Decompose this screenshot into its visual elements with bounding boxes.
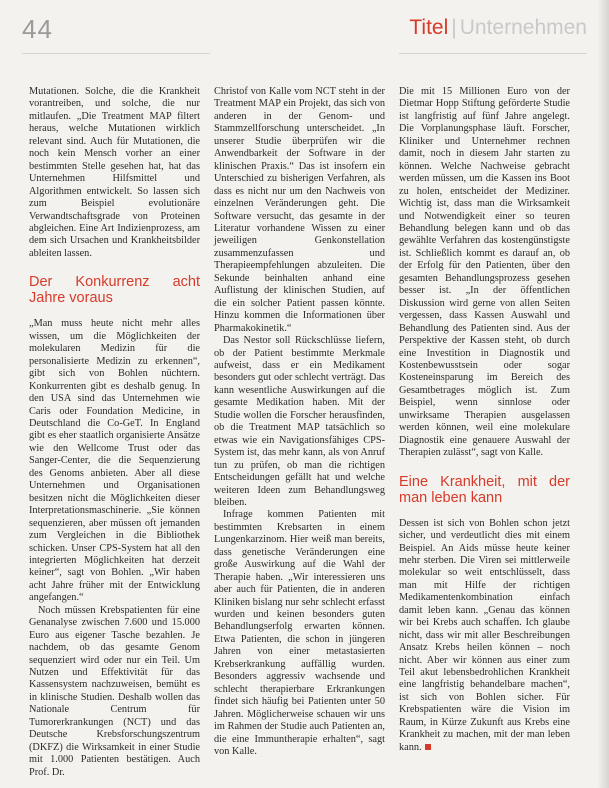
section-title: Titel bbox=[409, 16, 449, 39]
body-paragraph: Mutationen. Solche, die die Krankheit vorantreiben, und solche, die nur mitlaufen. „Die Treatment MAP filtert heraus, welche Mutationen wirklich relevant sind. Auch für Mutationen, die noch kein Mensch vorher an einer bestimmten Stelle gesehen hat, hat das Unternehmen Hilfsmittel und Algorithmen entwickelt. So lassen sich zum Beispiel evolutionäre Verwandtschaftsgrade von Proteinen abgleichen. Eine Art Indizienprozess, am dem sich Ursachen und Krankheitsbilder ableiten lassen. bbox=[29, 86, 200, 259]
article-column-2 bbox=[214, 86, 385, 758]
page-number: 44 bbox=[22, 14, 53, 44]
subheading-competition: Der Konkurrenz acht Jahre voraus bbox=[29, 274, 200, 307]
section-subtitle: Unternehmen bbox=[459, 16, 587, 39]
body-paragraph: Das Nestor soll Rückschlüsse liefern, ob der Patient bestimmte Merkmale aufweist, dass er ein Medikament besonders gut oder schlecht verträgt. Das kann wesentliche Auswirkungen auf die gesamte Medikation haben. Mit der Studie wollen die Forscher herausfinden, ob die Treatment MAP tatsächlich so etwas wie ein Navigationsfähiges CPS-System ist, das mehr kann, als von Anruf tun zu prüfen, ob man die richtigen Entscheidungen gefällt hat und welche weiteren Ideen zum Behandlungsweg bleiben. bbox=[214, 335, 385, 508]
body-paragraph: Noch müssen Krebspatienten für eine Genanalyse zwischen 7.600 und 15.000 Euro aus eigener Tasche bezahlen. Je nachdem, ob das gesamte Genom sequenziert wird oder nur ein Teil. Um Nutzen und Effektivität für das Kassensystem nachzuweisen, bemüht es in klinische Studien. Deshalb wollen das Nationale Centrum für Tumorerkrankungen (NCT) und das Deutsche Krebsforschungszentrum (DKFZ) die Wirksamkeit in einer Studie mit 1.000 Patienten bestätigen. Auch Prof. Dr. bbox=[29, 604, 200, 778]
section-separator: | bbox=[451, 16, 457, 39]
body-paragraph: Christof von Kalle vom NCT steht in der Treatment MAP ein Projekt, das sich von anderen in der Genom- und Stammzellforschung unterscheidet. „In unserer Studie überprüfen wir die Anwendbarkeit der Software in der klinischen Praxis.“ Das ist insofern ein Unterschied zu bisherigen Verfahren, als dass es nicht nur um den Nachweis von einzelnen Veränderungen geht. Die Software versucht, das gesamte in der Literatur vorhandene Wissen zu einer jeweiligen Genkonstellation zusammenzufassen und Therapieempfehlungen abzuleiten. Die Sekunde beinhalten anhand eine Auflistung der klinischen Studien, auf die ein solcher Patient passen könnte. Hinzu kommen die Informationen über Pharmakokinetik.“ bbox=[214, 86, 385, 334]
subheading-disease: Eine Krankheit, mit der man leben kann bbox=[399, 473, 570, 506]
body-paragraph bbox=[399, 518, 570, 755]
end-of-article-square-icon bbox=[425, 744, 431, 750]
body-paragraph: „Man muss heute nicht mehr alles wissen, um die Möglichkeiten der molekularen Medizin für die personalisierte Medizin zu erkennen“, gibt sich von Bohlen nüchtern. Konkurrenten gibt es deshalb genug. In den USA sind das Unternehmen wie Caris oder Foundation Medicine, in Deutschland die Co-GeT. In England gibt es eher staatlich organisierte Ansätze wie den Wellcome Trust oder das Sanger-Center, die die Sequenzierung des Genoms anbieten. Aber all diese Unternehmen und Organisationen besitzen nicht die Möglichkeiten dieser Interpretationsmaschinerie. „Sie können sequenzieren, aber müssen oft jemanden zum Vergleichen in die Bibliothek schicken. Unser CPS-System hat all den integrierten Möglichkeiten hat derzeit keiner“, sagt von Bohlen. „Wir haben acht Jahre früher mit der Entwicklung angefangen.“ bbox=[29, 318, 200, 604]
body-paragraph: Die mit 15 Millionen Euro von der Dietmar Hopp Stiftung geförderte Studie ist langfristig auf fünf Jahre angelegt. Die Vorplanungsphase läuft. Forscher, Kliniker und Unternehmer rechnen damit, noch in diesem Jahr starten zu können. Welche Nachweise gebracht werden müssen, um die Kassen ins Boot zu holen, entscheidet der Mediziner. Wichtig ist, dass man die Wirksamkeit und Notwendigkeit einer so teuren Behandlung belegen kann und ob das gewählte Verfahren das kostengünstigste ist. Schließlich kommt es darauf an, ob der Erfolg für den Patienten, über den gesamten Behandlungsprozess gesehen besser ist. „In der öffentlichen Diskussion wird gerne von allen Seiten vergessen, dass Kassen Auswahl und Behandlung des Patienten sind. Aus der Perspektive der Kassen steht, ob durch eine Investition in Diagnostik und Kostenbewusstsein oder sogar Kosteneinsparung im Bereich des Gesamtbetrages möglich ist. Zum Beispiel, wenn sinnlose oder unwirksame Therapien ausgelassen werden können, weil eine molekulare Diagnostik eine genauere Auswahl der Therapien zulässt“, sagt von Kalle. bbox=[399, 86, 570, 459]
closing-paragraph-text: Dessen ist sich von Bohlen schon jetzt sicher, und verdeutlicht dies mit einem Beispiel. An Aids müsse heute keiner mehr sterben. Die Viren sei mittlerweile molekular so weit entschlüsselt, dass man mit Hilfe der richtigen Medikamentenkombination einfach damit leben kann. „Genau das können wir bei Krebs auch schaffen. Ich glaube nicht, dass wir mit aller Beschreibungen Ansatz Krebs heilen können – noch nicht. Aber wir können aus einer zum Teil akut lebensbedrohlichen Krankheit eine langfristig behandelbare machen“, ist sich von Bohlen sicher. Für Krebspatienten wäre die Vision im Raum, in Kürze Zukunft aus Krebs eine Krankheit zu machen, mit der man leben kann. bbox=[399, 517, 570, 753]
section-header bbox=[409, 16, 587, 40]
header-rule-right bbox=[399, 53, 587, 54]
header-rule-left bbox=[22, 53, 210, 54]
body-paragraph: Infrage kommen Patienten mit bestimmten Krebsarten in einem Lungenkarzinom. Hier weiß man bereits, dass genetische Veränderungen eine große Auswirkung auf die Wahl der Therapie haben. „Wir interessieren uns aber auch für Patienten, die in anderen Kliniken bislang nur sehr schlecht erfasst wurden und keinen besonders guten Behandlungserfolg erwarten können. Etwa Patienten, die schon in jüngeren Jahren von einer metastasierten Krebserkrankung auffällig wurden. Besonders aggressiv wachsende und schlecht therapierbare Erkrankungen findet sich häufig bei Patienten unter 50 Jahren. Möglicherweise schauen wir uns im Rahmen der Studie auch Patienten an, die eine Immuntherapie erhalten“, sagt von Kalle. bbox=[214, 509, 385, 758]
page-fold-shadow bbox=[597, 0, 609, 788]
article-column-3 bbox=[399, 86, 570, 754]
article-column-1 bbox=[29, 86, 200, 779]
